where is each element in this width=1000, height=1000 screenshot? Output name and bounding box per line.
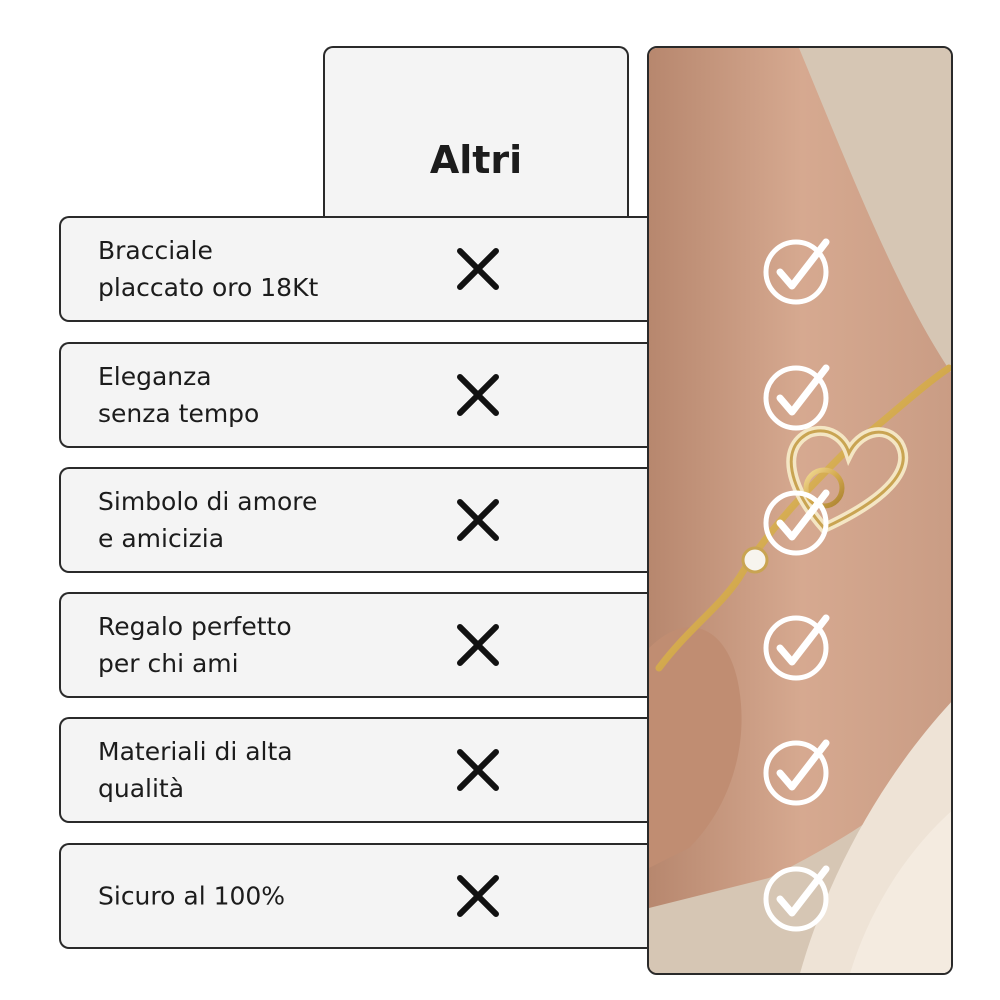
comparison-row — [59, 592, 659, 698]
check-circle-icon — [762, 360, 834, 432]
feature-label: Sicuro al 100% — [98, 881, 286, 911]
comparison-row — [59, 843, 659, 949]
check-circle-icon — [762, 861, 834, 933]
comparison-row — [59, 342, 659, 448]
x-mark-icon — [455, 246, 501, 292]
feature-label: Eleganza senza tempo — [98, 362, 260, 428]
x-mark-icon — [455, 372, 501, 418]
feature-label: Bracciale placcato oro 18Kt — [98, 236, 319, 302]
check-circle-icon — [762, 610, 834, 682]
check-circle-icon — [762, 234, 834, 306]
feature-label: Materiali di alta qualità — [98, 737, 293, 803]
check-circle-icon — [762, 485, 834, 557]
comparison-row — [59, 216, 659, 322]
x-mark-icon — [455, 497, 501, 543]
others-column-header — [323, 46, 629, 226]
check-circle-icon — [762, 735, 834, 807]
product-photo-panel — [647, 46, 953, 975]
x-mark-icon — [455, 622, 501, 668]
others-column-title: Altri — [429, 138, 523, 182]
feature-label: Regalo perfetto per chi ami — [98, 612, 292, 678]
x-mark-icon — [455, 873, 501, 919]
comparison-row — [59, 467, 659, 573]
x-mark-icon — [455, 747, 501, 793]
comparison-row — [59, 717, 659, 823]
feature-label: Simbolo di amore e amicizia — [98, 487, 318, 553]
